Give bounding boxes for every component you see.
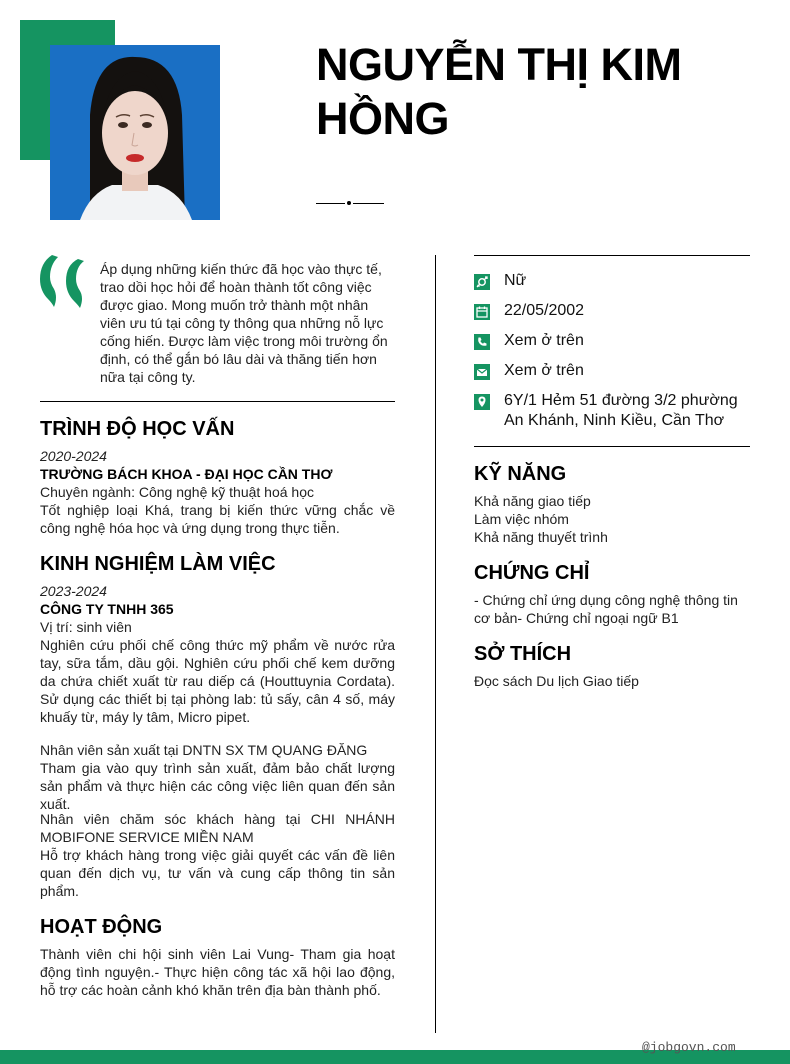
contact-bottom-divider [474,446,750,447]
career-objective: Áp dụng những kiến thức đã học vào thực tế, trao dồi học hỏi để hoàn thành tốt công việc được giao. Mong muốn trở thành một nhân viên ưu tú tại công ty thông qua những nỗ lực cống hiến. Được làm việc trong môi trường ổn định, có thể gắn bó lâu dài và thăng tiến hơn nữa tại công ty. [100,261,388,385]
skill-item: Khả năng giao tiếp [474,493,591,509]
certificates-title: CHỨNG CHỈ [474,562,590,584]
mail-icon [474,364,490,380]
name-line-1: NGUYỄN THỊ KIM [316,39,682,90]
education-title: TRÌNH ĐỘ HỌC VẤN [40,418,235,440]
profile-photo [50,45,220,220]
education-description: Tốt nghiệp loại Khá, trang bị kiến thức vững chắc về công nghệ hóa học và ứng dụng trong thực tiễn. [40,502,395,536]
location-icon [474,394,490,410]
experience-description: Nghiên cứu phối chế công thức mỹ phẩm về nước rửa tay, sữa tắm, dầu gội. Nghiên cứu phối chế kem dưỡng da chứa chiết xuất từ rau diếp cá (Houttuynia Cordata). Sử dụng các thiết bị tại phòng lab: tủ sấy, cân 4 số, máy khuấy từ, máy ly tâm, Micro pipet. [40,637,395,725]
job3-description: Hỗ trợ khách hàng trong việc giải quyết các vấn đề liên quan đến dịch vụ, tư vấn và cung cấp thông tin sản phẩm. [40,847,395,899]
phone-icon [474,334,490,350]
birthday-value: 22/05/2002 [504,302,585,319]
education-major: Chuyên ngành: Công nghệ kỹ thuật hoá học [40,484,314,500]
experience-position: Vị trí: sinh viên [40,619,132,635]
education-period: 2020-2024 [40,448,107,464]
hobbies-title: SỞ THÍCH [474,643,572,665]
quote-icon [38,253,90,308]
column-divider [435,255,436,1033]
skill-item: Khả năng thuyết trình [474,529,608,545]
candidate-name [316,38,756,146]
email-value: Xem ở trên [504,362,584,379]
section-divider [40,401,395,402]
skill-item: Làm việc nhóm [474,511,569,527]
name-line-2: HỒNG [316,93,449,144]
contact-top-divider [474,255,750,256]
job2-description: Tham gia vào quy trình sản xuất, đảm bảo chất lượng sản phẩm và thực hiện các công việc liên quan đến sản xuất. [40,760,395,812]
experience-period: 2023-2024 [40,583,107,599]
job3-title-line2: MOBIFONE SERVICE MIỀN NAM [40,829,254,845]
job2-title: Nhân viên sản xuất tại DNTN SX TM QUANG ĐĂNG [40,742,368,758]
watermark: @jobgovn.com [642,1040,736,1055]
job3-title-line1: Nhân viên chăm sóc khách hàng tại CHI NHÁNH [40,811,395,827]
experience-title: KINH NGHIỆM LÀM VIỆC [40,553,276,575]
name-divider [316,202,384,204]
gender-icon [474,274,490,290]
certificates-text: - Chứng chỉ ứng dụng công nghệ thông tin cơ bản- Chứng chỉ ngoại ngữ B1 [474,592,738,626]
skills-title: KỸ NĂNG [474,463,567,485]
activities-title: HOẠT ĐỘNG [40,916,163,938]
hobbies-text: Đọc sách Du lịch Giao tiếp [474,673,639,689]
phone-value: Xem ở trên [504,332,584,349]
address-value: 6Y/1 Hẻm 51 đường 3/2 phường An Khánh, Ninh Kiều, Cần Thơ [504,392,738,429]
gender-value: Nữ [504,272,527,289]
calendar-icon [474,304,490,320]
experience-company: CÔNG TY TNHH 365 [40,601,174,617]
activities-description: Thành viên chi hội sinh viên Lai Vung- Tham gia hoạt động tình nguyện.- Thực hiện công tác xã hội lao động, hỗ trợ các hoàn cảnh khó khăn trên địa bàn thành phố. [40,946,395,998]
education-school: TRƯỜNG BÁCH KHOA - ĐẠI HỌC CẦN THƠ [40,466,333,482]
